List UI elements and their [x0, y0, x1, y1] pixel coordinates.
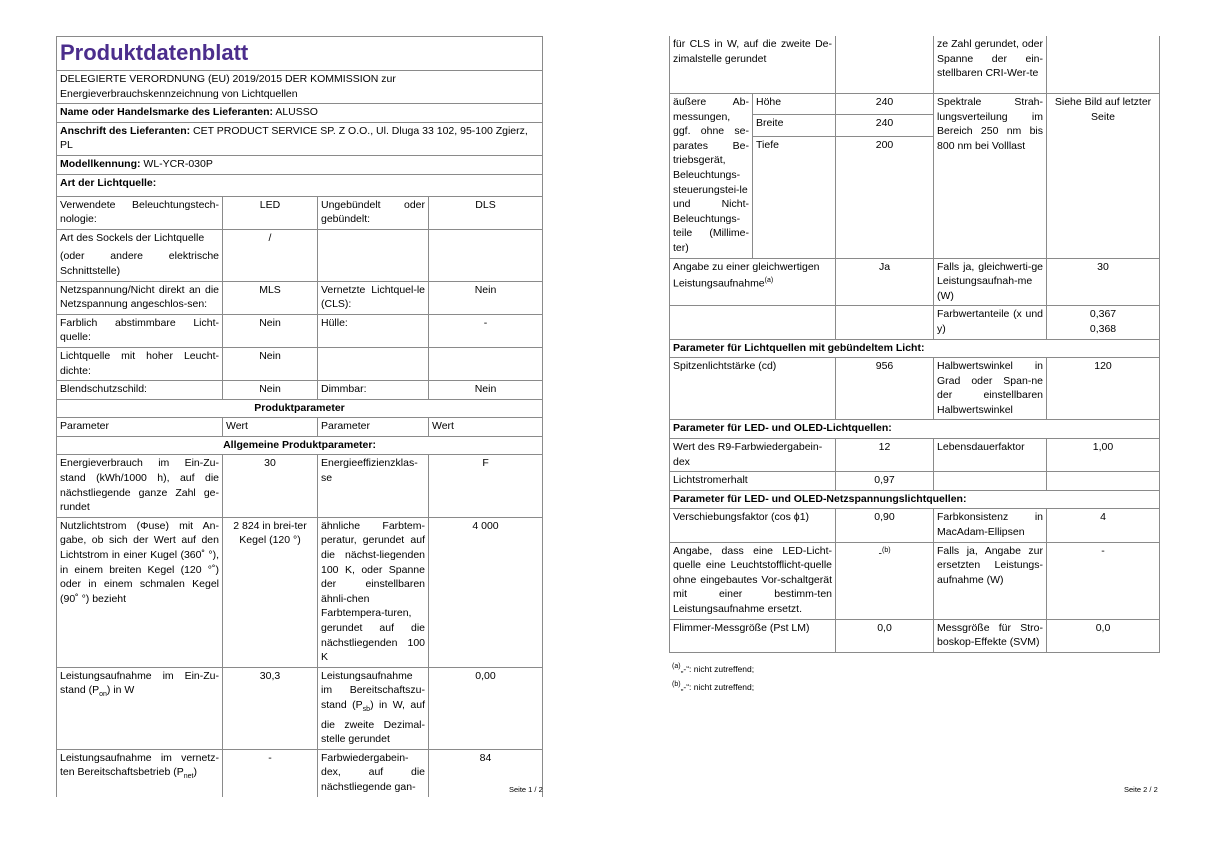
- colour-consistency-value: 4: [1047, 509, 1160, 542]
- column-header-value: Wert: [429, 418, 543, 437]
- cap-type-label-line1: Art des Sockels der Lichtquelle: [60, 231, 205, 244]
- technology-value: LED: [223, 196, 318, 229]
- address-label: Anschrift des Lieferanten:: [60, 124, 191, 137]
- empty-cell: [1047, 36, 1160, 94]
- cls-standby-label-continued: für CLS in W, auf die zweite De-zimalstelle gerundet: [670, 36, 836, 94]
- equivalent-power-claim-text: Angabe zu einer gleichwertigen Leistungsaufnahme: [673, 260, 820, 290]
- dimensions-label: äußere Ab-messungen, ggf. ohne se-parates Be-triebsgerät, Beleuchtungs-steuerungstei-le und Nicht-Beleuchtungs-teile (Millime-ter): [670, 94, 753, 259]
- model-row: [57, 155, 543, 174]
- r9-value: 12: [836, 439, 934, 472]
- beam-angle-label: Halbwertswinkel in Grad oder Span-ne der einstellbaren Halbwertswinkel: [934, 358, 1047, 420]
- model-value: WL-YCR-030P: [143, 157, 213, 170]
- chromaticity-x: 0,367: [1089, 308, 1117, 321]
- footnotes: [669, 659, 1159, 695]
- beam-angle-value: 120: [1047, 358, 1160, 420]
- flicker-value: 0,0: [836, 619, 934, 652]
- luminous-flux-value: 2 824 in brei-ter Kegel (120 °): [223, 517, 318, 667]
- equivalent-power-claim-label: [670, 258, 836, 306]
- networked-standby-label-unit: ): [193, 766, 197, 779]
- width-label: Breite: [753, 115, 836, 136]
- cct-value: 4 000: [429, 517, 543, 667]
- empty-cell: [1047, 472, 1160, 491]
- replacement-claim-label: Angabe, dass eine LED-Licht-quelle eine Leuchtstofflicht-quelle ohne eingebautes Vor-schaltgerät mit einer bestimm-ten Leistungsaufnahme ersetzt.: [670, 542, 836, 619]
- equivalent-power-label: Falls ja, gleichwerti-ge Leistungsaufnah-me (W): [934, 258, 1047, 306]
- footnote-a: [672, 659, 1159, 677]
- colour-tunable-value: Nein: [223, 314, 318, 347]
- antiglare-value: Nein: [223, 381, 318, 400]
- empty-cell: [934, 472, 1047, 491]
- connected-value: Nein: [429, 281, 543, 314]
- spectral-distribution-label: Spektrale Strah-lungsverteilung im Bereich 250 nm bis 800 nm bei Volllast: [934, 94, 1047, 259]
- peak-intensity-value: 956: [836, 358, 934, 420]
- datasheet-page-2: [669, 36, 1159, 694]
- page-number-1: Seite 1 / 2: [509, 785, 543, 794]
- stroboscopic-label: Messgröße für Stro-boskop-Effekte (SVM): [934, 619, 1047, 652]
- envelope-value: -: [429, 314, 543, 347]
- networked-standby-label-text: Leistungsaufnahme im vernetz-ten Bereitschaftsbetrieb (P: [60, 751, 219, 779]
- footnote-b-marker: (b): [672, 680, 681, 688]
- footnote-a-text: „-“: nicht zutreffend;: [680, 663, 755, 674]
- survival-factor-label: Lebensdauerfaktor: [934, 439, 1047, 472]
- chromaticity-values: [1047, 306, 1160, 339]
- replaced-power-value: -: [1047, 542, 1160, 619]
- supplier-row: [57, 104, 543, 123]
- led-parameters-header: Parameter für LED- und OLED-Lichtquellen:: [670, 420, 1160, 439]
- luminous-flux-label: Nutzlichtstrom (Φuse) mit An-gabe, ob sich der Wert auf den Lichtstrom in einer Kugel (360˚ °), in einem breiten Kegel (120 °˚) oder in einem schmalen Kegel (90˚ °) bezieht: [57, 517, 223, 667]
- power-factor-label: Verschiebungsfaktor (cos ϕ1): [670, 509, 836, 542]
- footnote-a-marker: (a): [672, 662, 681, 670]
- general-parameters-header: Allgemeine Produktparameter:: [57, 436, 543, 455]
- footnote-marker-a: (a): [764, 277, 774, 285]
- survival-factor-value: 1,00: [1047, 439, 1160, 472]
- directional-parameters-header: Parameter für Lichtquellen mit gebündeltem Licht:: [670, 339, 1160, 358]
- standby-power-label-unit: ) in W, auf die zweite Dezimal-stelle gerundet: [321, 698, 426, 746]
- datasheet-page-1: [56, 36, 542, 797]
- on-mode-power-subscript: on: [99, 691, 107, 699]
- empty-cell: [836, 36, 934, 94]
- page-number-2: Seite 2 / 2: [1124, 785, 1158, 794]
- empty-cell: [429, 347, 543, 380]
- energy-class-label: Energieeffizienzklas-se: [318, 455, 429, 517]
- envelope-label: Hülle:: [318, 314, 429, 347]
- datasheet-table-page-1: [56, 36, 543, 797]
- page-title: Produktdatenblatt: [57, 37, 543, 71]
- lumen-maintenance-label: Lichtstromerhalt: [670, 472, 836, 491]
- stroboscopic-value: 0,0: [1047, 619, 1160, 652]
- peak-intensity-label: Spitzenlichtstärke (cd): [670, 358, 836, 420]
- column-header-value: Wert: [223, 418, 318, 437]
- energy-consumption-label: Energieverbrauch im Ein-Zu-stand (kWh/1000 h), auf die nächstliegende ganze Zahl ge-rundet: [57, 455, 223, 517]
- mains-value: MLS: [223, 281, 318, 314]
- empty-cell: [670, 306, 836, 339]
- dimmable-value: Nein: [429, 381, 543, 400]
- focus-label: Ungebündelt oder gebündelt:: [318, 196, 429, 229]
- standby-power-value: 0,00: [429, 667, 543, 749]
- replacement-claim-dash: -: [878, 547, 882, 560]
- networked-standby-value: -: [223, 749, 318, 796]
- on-mode-power-label-unit: ) in W: [106, 684, 135, 697]
- on-mode-power-label: [57, 667, 223, 749]
- empty-cell: [836, 306, 934, 339]
- replaced-power-label: Falls ja, Angabe zur ersetzten Leistungs-aufnahme (W): [934, 542, 1047, 619]
- networked-standby-subscript: net: [183, 773, 194, 781]
- empty-cell: [318, 347, 429, 380]
- empty-cell: [429, 229, 543, 281]
- address-value: CET PRODUCT SERVICE SP. Z O.O., Ul. Dluga 33 102, 95-100 Zgierz, PL: [60, 124, 528, 152]
- energy-class-value: F: [429, 455, 543, 517]
- empty-cell: [318, 229, 429, 281]
- replacement-claim-value: [836, 542, 934, 619]
- footnote-b: [672, 677, 1159, 695]
- footnote-marker-b: (b): [881, 546, 891, 554]
- colour-consistency-label: Farbkonsistenz in MacAdam-Ellipsen: [934, 509, 1047, 542]
- standby-power-subscript: sb: [362, 706, 371, 714]
- model-label: Modellkennung:: [60, 157, 141, 170]
- connected-label: Vernetzte Lichtquel-le (CLS):: [318, 281, 429, 314]
- colour-tunable-label: Farblich abstimmbare Licht-quelle:: [57, 314, 223, 347]
- regulation-text: DELEGIERTE VERORDNUNG (EU) 2019/2015 DER KOMMISSION zur Energieverbrauchskennzeichnung von Lichtquellen: [57, 71, 543, 104]
- cri-value: 84: [429, 749, 543, 796]
- networked-standby-label: [57, 749, 223, 796]
- chromaticity-label: Farbwertanteile (x und y): [934, 306, 1047, 339]
- width-value: 240: [836, 115, 934, 136]
- cri-label-continued: ze Zahl gerundet, oder Spanne der ein-stellbaren CRI-Wer-te: [934, 36, 1047, 94]
- cri-label: Farbwiedergabein-dex, auf die nächstliegende gan-: [318, 749, 429, 796]
- depth-value: 200: [836, 136, 934, 258]
- column-header-parameter: Parameter: [57, 418, 223, 437]
- energy-consumption-value: 30: [223, 455, 318, 517]
- standby-power-label-text: Leistungsaufnahme im Bereitschaftszu-stand (P: [321, 669, 425, 711]
- r9-label: Wert des R9-Farbwiedergabein-dex: [670, 439, 836, 472]
- flicker-label: Flimmer-Messgröße (Pst LM): [670, 619, 836, 652]
- standby-power-label: [318, 667, 429, 749]
- supplier-label: Name oder Handelsmarke des Lieferanten:: [60, 106, 273, 119]
- height-label: Höhe: [753, 94, 836, 115]
- height-value: 240: [836, 94, 934, 115]
- supplier-value: ALUSSO: [275, 106, 318, 119]
- address-row: [57, 122, 543, 155]
- technology-label: Verwendete Beleuchtungstech-nologie:: [57, 196, 223, 229]
- on-mode-power-value: 30,3: [223, 667, 318, 749]
- lumen-maintenance-value: 0,97: [836, 472, 934, 491]
- depth-label: Tiefe: [753, 136, 836, 258]
- cap-type-label: [57, 229, 223, 281]
- footnote-b-text: „-“: nicht zutreffend;: [680, 681, 755, 692]
- datasheet-table-page-2: [669, 36, 1160, 653]
- cct-label: ähnliche Farbtem-peratur, gerundet auf die nächst-liegenden 100 K, oder Spanne der einstellbaren ähnli-chen Farbtempera-turen, gerundet auf die nächstliegenden 100 K: [318, 517, 429, 667]
- mains-label: Netzspannung/Nicht direkt an die Netzspannung angeschlos-sen:: [57, 281, 223, 314]
- cap-type-value: /: [223, 229, 318, 281]
- chromaticity-y: 0,368: [1089, 322, 1117, 335]
- cap-type-label-line2: (oder andere elektrische Schnittstelle): [60, 250, 219, 277]
- power-factor-value: 0,90: [836, 509, 934, 542]
- high-luminance-label: Lichtquelle mit hoher Leucht-dichte:: [57, 347, 223, 380]
- spectral-distribution-value: Siehe Bild auf letzter Seite: [1047, 94, 1160, 259]
- mains-led-parameters-header: Parameter für LED- und OLED-Netzspannungslichtquellen:: [670, 490, 1160, 509]
- column-header-parameter: Parameter: [318, 418, 429, 437]
- antiglare-label: Blendschutzschild:: [57, 381, 223, 400]
- focus-value: DLS: [429, 196, 543, 229]
- equivalent-power-claim-value: Ja: [836, 258, 934, 306]
- equivalent-power-value: 30: [1047, 258, 1160, 306]
- on-mode-power-label-text: Leistungsaufnahme im Ein-Zu-stand (P: [60, 669, 219, 697]
- product-parameters-header: Produktparameter: [57, 399, 543, 418]
- dimmable-label: Dimmbar:: [318, 381, 429, 400]
- light-source-type-header: Art der Lichtquelle:: [57, 174, 543, 196]
- high-luminance-value: Nein: [223, 347, 318, 380]
